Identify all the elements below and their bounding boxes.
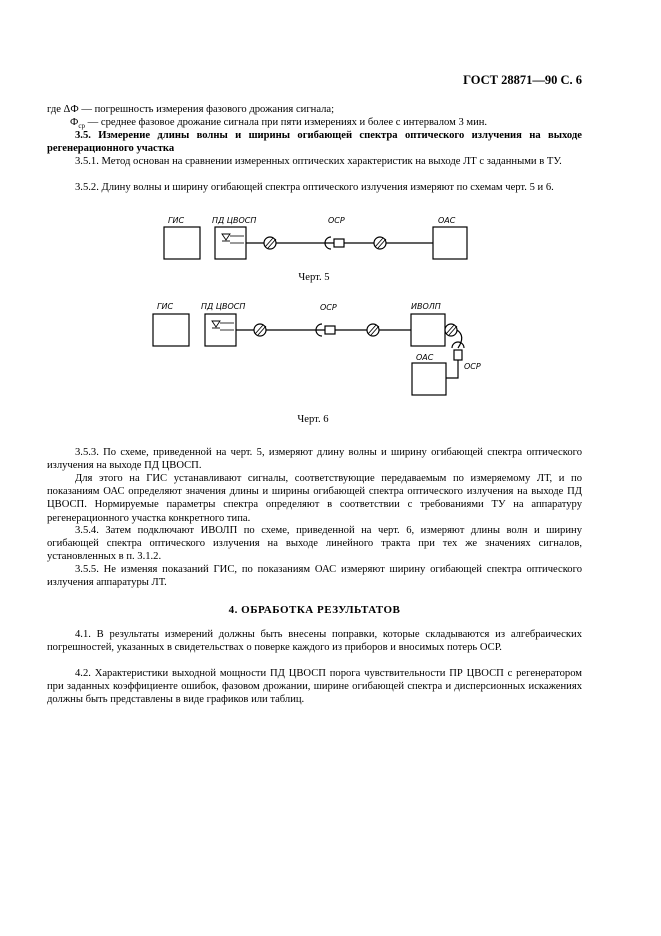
paragraph-4-2: 4.2. Характеристики выходной мощности ПД ЦВОСП порога чувствительности ПР ЦВОСП с регенератором при заданных коэффициенте ошибок, фазовом дрожании, ширине огибающей спектра и дисперсионных искажениях должны быть представлены в виде графиков или таблиц. [47, 668, 582, 706]
label-osr: ОСР [320, 303, 337, 312]
figure-5-caption: Черт. 5 [298, 272, 330, 283]
paragraph-3-5-1: 3.5.1. Метод основан на сравнении измеренных оптических характеристик на выходе ЛТ с заданными в ТУ. [75, 156, 562, 167]
gis-block [153, 314, 189, 346]
phi-subscript: ср [78, 122, 85, 131]
gis-block [164, 227, 200, 259]
figure-6-caption: Черт. 6 [297, 414, 329, 425]
label-oas: ОАС [438, 216, 456, 225]
label-ivolp: ИВОЛП [411, 302, 441, 311]
paragraph-3-5-3: 3.5.3. По схеме, приведенной на черт. 5, измеряют длину волны и ширину огибающей спектра оптического излучения на выходе ПД ЦВОСП. [47, 447, 582, 472]
connector-icon [367, 324, 379, 336]
phi-symbol: Ф [70, 117, 79, 128]
section-3-5-title: 3.5. Измерение длины волны и ширины огибающей спектра оптического излучения на выходе регенерационного участка [47, 130, 582, 155]
paragraph-3-5-4: 3.5.4. Затем подключают ИВОЛП по схеме, приведенной на черт. 6, измеряют длины волн и ширину огибающей спектра оптического излучения на выходе линейного тракта при тех же значениях сигналов, установленных в п. 3.1.2. [47, 525, 582, 563]
oas-block [433, 227, 467, 259]
connector-icon [264, 237, 276, 249]
paragraph-4-1: 4.1. В результаты измерений должны быть внесены поправки, которые складываются из алгебраических погрешностей, указанных в свидетельствах о поверке каждого из приборов и вносимых потерь ОСР. [47, 629, 582, 654]
section-4-title: 4. ОБРАБОТКА РЕЗУЛЬТАТОВ [228, 604, 401, 616]
label-pd: ПД ЦВОСП [212, 216, 257, 225]
label-gis: ГИС [168, 216, 185, 225]
label-oas: ОАС [416, 353, 434, 362]
paragraph-3-5-3-cont: Для этого на ГИС устанавливают сигналы, соответствующие передаваемым по измеряемому ЛТ, и по показаниям ОАС определяют значения длины и ширины огибающей спектра оптического излучения на выходе ПД ЦВОСП. Нормируемые параметры спектра определяют в соответствии с требованиями ТУ на аппаратуру регенерационного участка конкретного типа. [47, 473, 582, 524]
paragraph-3-5-2: 3.5.2. Длину волны и ширину огибающей спектра оптического излучения измеряют по схемам черт. 5 и 6. [75, 182, 554, 193]
ivolp-block [411, 314, 445, 346]
connector-icon [254, 324, 266, 336]
label-osr-2: ОСР [464, 362, 481, 371]
connector-icon [445, 324, 457, 336]
label-gis: ГИС [157, 302, 174, 311]
oas-block [412, 363, 446, 395]
page-header: ГОСТ 28871—90 С. 6 [463, 73, 582, 87]
paragraph-3-5-5: 3.5.5. Не изменяя показаний ГИС, по показаниям ОАС измеряют ширину огибающей спектра оптического излучения аппаратуры ЛТ. [47, 564, 582, 589]
label-pd: ПД ЦВОСП [201, 302, 246, 311]
connector-icon [374, 237, 386, 249]
phi-definition-text: — среднее фазовое дрожание сигнала при пяти измерениях и более с интервалом 3 мин. [87, 117, 488, 128]
label-osr: ОСР [328, 216, 345, 225]
definition-delta-phi: где ΔФ — погрешность измерения фазового дрожания сигнала; [47, 104, 335, 115]
figure-6-diagram [0, 296, 661, 416]
